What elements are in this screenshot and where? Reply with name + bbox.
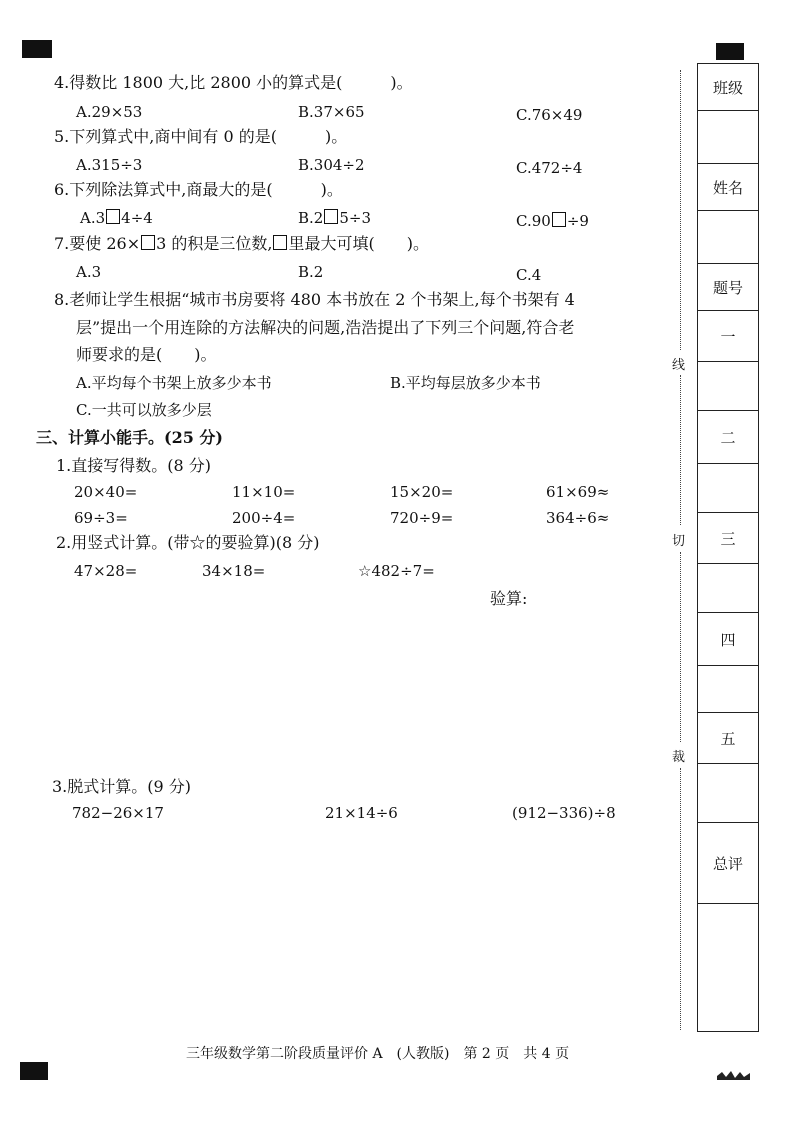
question-4-stem: 4.得数比 1800 大,比 2800 小的算式是( )。 <box>54 73 413 92</box>
stepwise-calc-item: 782−26×17 <box>72 804 164 822</box>
question-6-option-a <box>80 208 153 228</box>
question-5-option-a: A.315÷3 <box>76 156 143 174</box>
question-5-stem: 5.下列算式中,商中间有 0 的是( )。 <box>54 127 348 146</box>
question-7-stem-middle: 3 的积是三位数, <box>156 234 273 253</box>
oral-calc-item: 20×40= <box>74 483 138 501</box>
question-8-option-b: B.平均每层放多少本书 <box>390 374 541 392</box>
section-5-score[interactable] <box>698 764 758 823</box>
question-6-option-c-suffix: ÷9 <box>566 212 589 230</box>
total-score[interactable] <box>698 904 758 1030</box>
question-4-option-a: A.29×53 <box>76 103 143 121</box>
section-4-label: 四 <box>698 613 758 666</box>
question-4-option-c: C.76×49 <box>516 106 583 124</box>
cut-line <box>680 552 681 742</box>
cut-line <box>680 70 681 350</box>
question-6-option-b-prefix: B.2 <box>298 209 324 227</box>
blank-box <box>141 235 155 250</box>
question-5-option-c: C.472÷4 <box>516 159 583 177</box>
stepwise-calc-item: 21×14÷6 <box>325 804 398 822</box>
question-8-option-c: C.一共可以放多少层 <box>76 401 212 419</box>
oral-calc-item: 11×10= <box>232 483 296 501</box>
question-6-option-a-prefix: A.3 <box>80 209 106 227</box>
question-5-option-b: B.304÷2 <box>298 156 365 174</box>
question-8-line-2: 层”提出一个用连除的方法解决的问题,浩浩提出了下列三个问题,符合老 <box>76 318 575 337</box>
name-field[interactable] <box>698 211 758 264</box>
cut-line <box>680 375 681 525</box>
question-8-line-1: 8.老师让学生根据“城市书房要将 480 本书放在 2 个书架上,每个书架有 4 <box>54 290 575 309</box>
class-field[interactable] <box>698 111 758 164</box>
question-7-stem <box>54 234 429 254</box>
page-footer: 三年级数学第二阶段质量评价 A (人教版) 第 2 页 共 4 页 <box>186 1046 570 1062</box>
section-2-label: 二 <box>698 411 758 464</box>
question-8-line-3: 师要求的是( )。 <box>76 345 217 364</box>
part-3-title: 3.脱式计算。(9 分) <box>52 777 192 796</box>
vertical-calc-item: 34×18= <box>202 562 266 580</box>
total-label: 总评 <box>698 823 758 904</box>
oral-calc-item: 200÷4= <box>232 509 296 527</box>
cut-line-char: 线 <box>672 358 686 373</box>
blank-box <box>552 212 566 227</box>
section-1-label: 一 <box>698 311 758 362</box>
section-3-label: 三 <box>698 513 758 564</box>
question-7-option-a: A.3 <box>76 263 102 281</box>
question-7-option-c: C.4 <box>516 266 542 284</box>
stepwise-calc-item: (912−336)÷8 <box>512 804 616 822</box>
section-5-label: 五 <box>698 713 758 764</box>
question-6-option-c-prefix: C.90 <box>516 212 551 230</box>
question-number-label: 题号 <box>698 264 758 311</box>
printer-mark-icon <box>716 1068 752 1082</box>
section-3-score[interactable] <box>698 564 758 613</box>
part-2-title: 2.用竖式计算。(带☆的要验算)(8 分) <box>56 533 320 552</box>
oral-calc-item: 15×20= <box>390 483 454 501</box>
question-6-option-a-suffix: 4÷4 <box>121 209 153 227</box>
oral-calc-item: 69÷3= <box>74 509 128 527</box>
section-3-title: 三、计算小能手。(25 分) <box>36 428 223 447</box>
section-2-score[interactable] <box>698 464 758 513</box>
question-8-option-a: A.平均每个书架上放多少本书 <box>76 374 272 392</box>
cut-line-char: 裁 <box>672 750 686 765</box>
registration-mark-bottom-left <box>20 1062 48 1080</box>
question-7-option-b: B.2 <box>298 263 324 281</box>
check-label: 验算: <box>490 589 528 608</box>
registration-mark-top-right <box>716 43 744 60</box>
blank-box <box>106 209 120 224</box>
oral-calc-item: 364÷6≈ <box>546 509 610 527</box>
name-label: 姓名 <box>698 164 758 211</box>
section-4-score[interactable] <box>698 666 758 713</box>
question-6-option-b-suffix: 5÷3 <box>339 209 371 227</box>
question-6-option-c <box>516 211 589 231</box>
question-4-option-b: B.37×65 <box>298 103 365 121</box>
blank-box <box>324 209 338 224</box>
class-label: 班级 <box>698 64 758 111</box>
vertical-calc-item: 47×28= <box>74 562 138 580</box>
question-6-option-b <box>298 208 371 228</box>
part-1-title: 1.直接写得数。(8 分) <box>56 456 212 475</box>
cut-line-char: 切 <box>672 534 686 549</box>
registration-mark-top-left <box>22 40 52 58</box>
cut-line <box>680 768 681 1030</box>
oral-calc-item: 720÷9= <box>390 509 454 527</box>
question-6-stem: 6.下列除法算式中,商最大的是( )。 <box>54 180 343 199</box>
section-1-score[interactable] <box>698 362 758 411</box>
question-7-stem-end: 里最大可填( )。 <box>288 234 429 253</box>
question-7-stem-start: 7.要使 26× <box>54 234 141 253</box>
oral-calc-item: 61×69≈ <box>546 483 610 501</box>
blank-box <box>273 235 287 250</box>
score-strip <box>697 63 759 1032</box>
vertical-calc-item: ☆482÷7= <box>358 562 435 580</box>
